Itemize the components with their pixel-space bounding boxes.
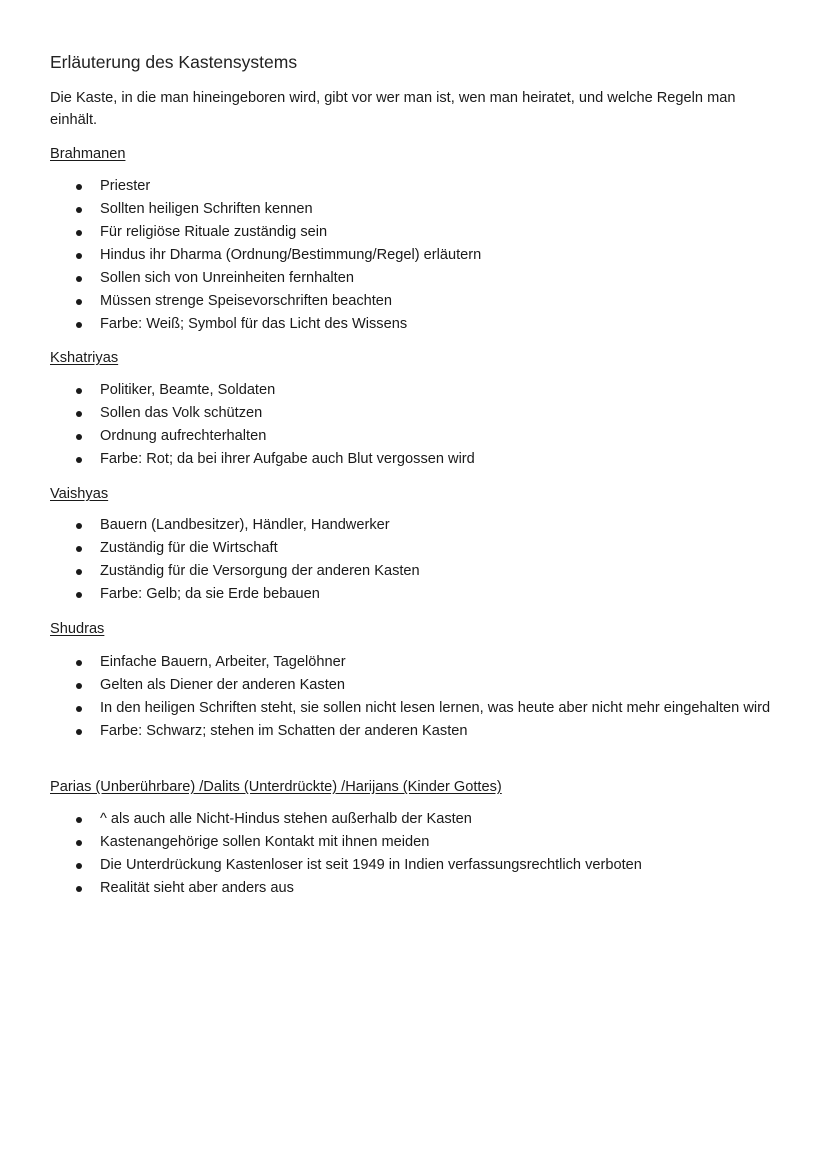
list-item	[50, 537, 780, 560]
list-item	[50, 560, 780, 583]
bullet-icon	[76, 886, 82, 892]
list-item-text: Für religiöse Rituale zuständig sein	[100, 224, 328, 240]
list-item-text: Farbe: Weiß; Symbol für das Licht des Wissens	[100, 316, 408, 332]
list-item	[50, 175, 780, 198]
bullet-icon	[76, 411, 82, 417]
list-item-text: Zuständig für die Wirtschaft	[100, 540, 278, 556]
list-item-text: Sollen sich von Unreinheiten fernhalten	[100, 270, 354, 286]
list-item-text: Farbe: Rot; da bei ihrer Aufgabe auch Blut vergossen wird	[100, 451, 475, 467]
section-heading-kshatriyas: Kshatriyas	[50, 350, 119, 366]
bullet-icon	[76, 817, 82, 823]
list-item	[50, 651, 780, 674]
list-item-text: Realität sieht aber anders aus	[100, 880, 294, 896]
bullet-icon	[76, 276, 82, 282]
document-title: Erläuterung des Kastensystems	[50, 52, 298, 72]
list-brahmanen	[50, 175, 780, 336]
section-heading-shudras: Shudras	[50, 621, 105, 637]
list-item-text: Sollen das Volk schützen	[100, 405, 263, 421]
list-item	[50, 854, 780, 877]
list-kshatriyas	[50, 379, 780, 471]
list-item	[50, 720, 780, 743]
list-item	[50, 877, 780, 900]
list-item-text: ^ als auch alle Nicht-Hindus stehen außerhalb der Kasten	[100, 811, 472, 827]
list-item	[50, 221, 780, 244]
bullet-icon	[76, 706, 82, 712]
bullet-icon	[76, 569, 82, 575]
list-parias	[50, 808, 780, 900]
intro-paragraph: Die Kaste, in die man hineingeboren wird, gibt vor wer man ist, wen man heiratet, und welche Regeln man einhält.	[50, 90, 736, 128]
list-shudras	[50, 651, 780, 743]
bullet-icon	[76, 863, 82, 869]
list-item-text: Farbe: Gelb; da sie Erde bebauen	[100, 586, 320, 602]
list-item-text: Sollten heiligen Schriften kennen	[100, 201, 313, 217]
list-item-text: Ordnung aufrechterhalten	[100, 428, 267, 444]
bullet-icon	[76, 434, 82, 440]
section-heading-vaishyas: Vaishyas	[50, 486, 109, 502]
list-vaishyas	[50, 514, 780, 606]
list-item-text: Zuständig für die Versorgung der anderen Kasten	[100, 563, 420, 579]
list-item	[50, 831, 780, 854]
list-item-text: Priester	[100, 178, 151, 194]
list-item	[50, 808, 780, 831]
list-item-text: Gelten als Diener der anderen Kasten	[100, 677, 346, 693]
list-item	[50, 448, 780, 471]
list-item-text: Die Unterdrückung Kastenloser ist seit 1949 in Indien verfassungsrechtlich verboten	[100, 857, 642, 873]
bullet-icon	[76, 184, 82, 190]
bullet-icon	[76, 230, 82, 236]
bullet-icon	[76, 299, 82, 305]
bullet-icon	[76, 523, 82, 529]
list-item-text: In den heiligen Schriften steht, sie sollen nicht lesen lernen, was heute aber nicht mehr eingehalten wird	[100, 700, 771, 716]
list-item	[50, 198, 780, 221]
list-item-text: Politiker, Beamte, Soldaten	[100, 382, 276, 398]
bullet-icon	[76, 207, 82, 213]
section-heading-parias: Parias (Unberührbare) /Dalits (Unterdrückte) /Harijans (Kinder Gottes)	[50, 779, 502, 795]
bullet-icon	[76, 592, 82, 598]
list-item	[50, 514, 780, 537]
list-item	[50, 290, 780, 313]
list-item-text: Kastenangehörige sollen Kontakt mit ihnen meiden	[100, 834, 430, 850]
bullet-icon	[76, 253, 82, 259]
list-item	[50, 425, 780, 448]
bullet-icon	[76, 457, 82, 463]
bullet-icon	[76, 322, 82, 328]
bullet-icon	[76, 546, 82, 552]
list-item-text: Müssen strenge Speisevorschriften beachten	[100, 293, 393, 309]
list-item	[50, 583, 780, 606]
list-item	[50, 402, 780, 425]
bullet-icon	[76, 388, 82, 394]
bullet-icon	[76, 683, 82, 689]
list-item-text: Hindus ihr Dharma (Ordnung/Bestimmung/Regel) erläutern	[100, 247, 482, 263]
list-item	[50, 313, 780, 336]
list-item	[50, 379, 780, 402]
list-item	[50, 267, 780, 290]
section-heading-brahmanen: Brahmanen	[50, 146, 126, 162]
list-item	[50, 674, 780, 697]
bullet-icon	[76, 840, 82, 846]
list-item	[50, 697, 780, 720]
list-item-text: Farbe: Schwarz; stehen im Schatten der anderen Kasten	[100, 723, 468, 739]
list-item-text: Bauern (Landbesitzer), Händler, Handwerker	[100, 517, 390, 533]
list-item	[50, 244, 780, 267]
list-item-text: Einfache Bauern, Arbeiter, Tagelöhner	[100, 654, 346, 670]
bullet-icon	[76, 660, 82, 666]
bullet-icon	[76, 729, 82, 735]
